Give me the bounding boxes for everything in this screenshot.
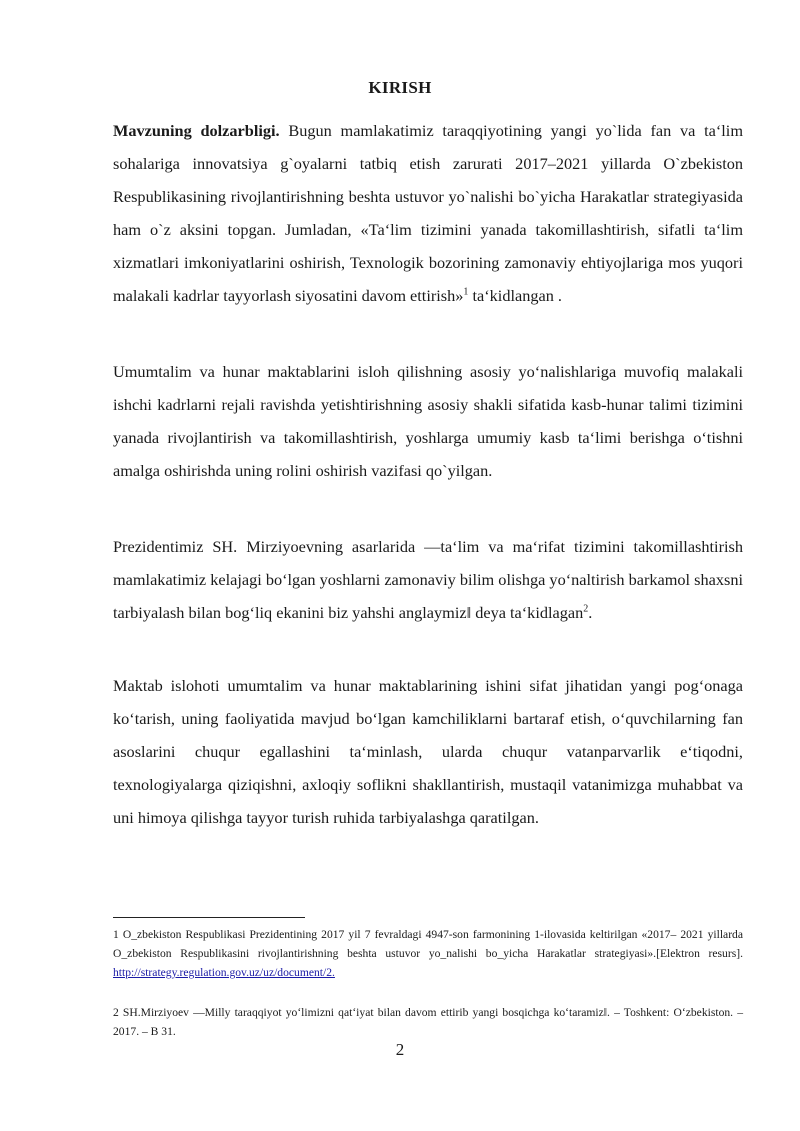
footnote-text: 1 O_zbekiston Respublikasi Prezidentining 2017 yil 7 fevraldagi 4947-son farmonining 1-ilovasida keltirilgan «2017– 2021 yillarda O_zbekiston Respublikasini rivojlantirishning beshta ustuvor yo_nalishi bo_yicha Harakatlar strategiyasi».[Elektron resurs]. [113,928,743,960]
footnote-ref-2[interactable]: 2 [583,603,589,615]
paragraph-school-reform [113,669,743,834]
paragraph-text: Bugun mamlakatimiz taraqqiyotining yangi yo`lida fan va ta‘lim sohalariga innovatsiya g`oyalarni tatbiq etish zarurati 2017–2021 yillarda O`zbekiston Respublikasining rivojlantirishning beshta ustuvor yo`nalishi bo`yicha Harakatlar strategiyasida ham o`z aksini topgan. Jumladan, «Ta‘lim tizimini yanada takomillashtirish, sifatli ta‘lim xizmatlari imkoniyatlarini oshirish, Texnologik bozorining zamonaviy ehtiyojlariga mos yuqori malakali kadrlar tayyorlash siyosatini davom ettirish» [113,121,743,305]
footnote-1 [113,925,743,982]
paragraph-text: Prezidentimiz SH. Mirziyoevning asarlarida ―ta‘lim va ma‘rifat tizimini takomillashtirish mamlakatimiz kelajagi bo‘lgan yoshlarni zamonaviy bilim olishga yo‘naltirish barkamol shaxsni tarbiyalash bilan bog‘liq ekanini biz yahshi anglaymiz‖ deya ta‘kidlagan [113,537,743,622]
paragraph-tail: ta‘kidlangan . [468,286,563,305]
footnote-ref-1[interactable]: 1 [463,286,469,298]
page-number: 2 [395,1040,405,1059]
paragraph-relevance [113,114,743,312]
footnote-separator [113,917,305,918]
paragraph-president [113,530,743,629]
paragraph-tail: . [588,603,593,622]
paragraph-reform [113,355,743,487]
footnote-link[interactable]: http://strategy.regulation.gov.uz/uz/document/2. [113,966,335,979]
paragraph-lead: Mavzuning dolzarbligi. [113,121,280,140]
footnote-2: 2 SH.Mirziyoev ―Milly taraqqiyot yo‘limizni qat‘iyat bilan davom ettirib yangi bosqichga ko‘taramiz‖. – Toshkent: O‘zbekiston. – 2017. – B 31. [113,1006,743,1038]
paragraph-text: Umumtalim va hunar maktablarini isloh qilishning asosiy yo‘nalishlariga muvofiq malakali ishchi kadrlarni rejali ravishda yetishtirishning asosiy shakli sifatida kasb-hunar talimi tizimini yanada rivojlantirish va takomillashtirish, yoshlarga umumiy kasb ta‘limi berishga o‘tishni amalga oshirishda uning rolini oshirish vazifasi qo`yilgan. [113,362,743,480]
paragraph-text: Maktab islohoti umumtalim va hunar maktablarining ishini sifat jihatidan yangi pog‘onaga ko‘tarish, uning faoliyatida mavjud bo‘lgan kamchiliklarni bartaraf etish, o‘quvchilarning fan asoslarini chuqur egallashini ta‘minlash, ularda chuqur vatanparvarlik e‘tiqodni, texnologiyalarga qiziqishni, axloqiy soflikni shakllantirish, mustaqil vatanimizga muhabbat va uni himoya qilishga tayyor turish ruhida tarbiyalashga qaratilgan. [113,676,743,827]
page-title: KIRISH [368,78,432,97]
